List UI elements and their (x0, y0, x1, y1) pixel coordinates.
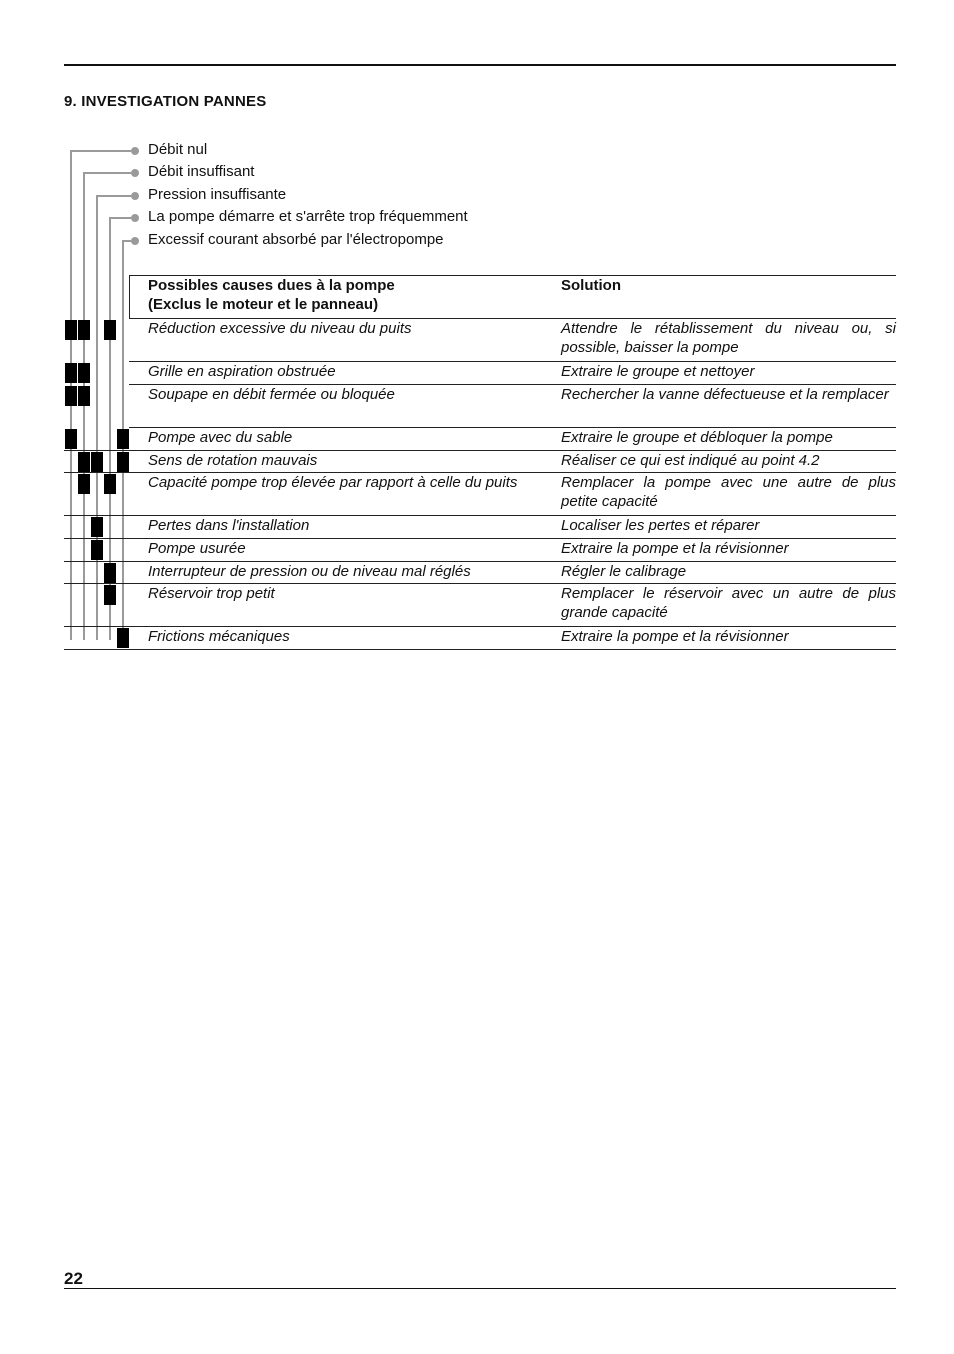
legend-bullet-icon (131, 147, 139, 155)
symptom-mark (104, 585, 116, 605)
symptom-mark (78, 452, 90, 472)
symptom-mark (65, 386, 77, 406)
table-row-divider (64, 515, 896, 516)
symptom-mark (78, 386, 90, 406)
legend-item-pression-insuffisante: Pression insuffisante (148, 186, 287, 203)
cause-cell: Pompe avec du sable (148, 429, 293, 446)
cause-cell: Pompe usurée (148, 540, 246, 557)
table-row-divider (64, 561, 896, 562)
symptom-mark (91, 540, 103, 560)
legend-connector-horizontal (96, 195, 131, 197)
cause-cell: Capacité pompe trop élevée par rapport à celle du puits (148, 474, 518, 491)
table-row-divider (64, 538, 896, 539)
symptom-mark (78, 474, 90, 494)
table-row-divider (129, 427, 896, 428)
table-row-divider (129, 384, 896, 385)
solution-cell: Réaliser ce qui est indiqué au point 4.2 (561, 452, 820, 469)
table-row-divider (64, 583, 896, 584)
legend-bullet-icon (131, 169, 139, 177)
cause-cell: Interrupteur de pression ou de niveau mal réglés (148, 563, 471, 580)
bottom-rule (64, 1288, 896, 1289)
solution-cell: Extraire la pompe et la révisionner (561, 540, 789, 557)
section-title: 9. INVESTIGATION PANNES (64, 93, 267, 110)
legend-connector-horizontal (109, 217, 131, 219)
symptom-mark (104, 563, 116, 583)
legend-item-courant-excessif: Excessif courant absorbé par l'électropompe (148, 231, 444, 248)
legend-connector-horizontal (70, 150, 131, 152)
solution-cell: Remplacer la pompe avec une autre de plus petite capacité (561, 474, 896, 510)
cause-cell: Sens de rotation mauvais (148, 452, 318, 469)
solution-cell: Extraire le groupe et nettoyer (561, 363, 755, 380)
solution-cell: Localiser les pertes et réparer (561, 517, 760, 534)
table-row-divider (129, 361, 896, 362)
legend-bullet-icon (131, 192, 139, 200)
legend-bullet-icon (131, 214, 139, 222)
symptom-mark (65, 363, 77, 383)
symptom-mark (117, 628, 129, 648)
symptom-mark (117, 429, 129, 449)
page-number: 22 (64, 1269, 83, 1288)
cause-cell: Soupape en débit fermée ou bloquée (148, 386, 395, 403)
legend-connector-horizontal (122, 240, 131, 242)
symptom-mark (91, 452, 103, 472)
legend-connector-horizontal (83, 172, 131, 174)
legend-connector-vertical (96, 195, 98, 640)
legend-item-debit-nul: Débit nul (148, 141, 208, 158)
header-solution: Solution (561, 277, 621, 294)
symptom-mark (78, 320, 90, 340)
solution-cell: Régler le calibrage (561, 563, 687, 580)
legend-item-demarrage-frequent: La pompe démarre et s'arrête trop fréquemment (148, 208, 468, 225)
legend-item-debit-insuffisant: Débit insuffisant (148, 163, 255, 180)
table-row-divider (129, 318, 896, 319)
symptom-mark (65, 320, 77, 340)
solution-cell: Extraire la pompe et la révisionner (561, 628, 789, 645)
cause-cell: Pertes dans l'installation (148, 517, 310, 534)
table-row-divider (64, 649, 896, 650)
table-top-border (129, 275, 896, 276)
table-row-divider (64, 472, 896, 473)
solution-cell: Remplacer le réservoir avec un autre de plus grande capacité (561, 585, 896, 621)
table-left-border (129, 275, 130, 319)
cause-cell: Grille en aspiration obstruée (148, 363, 336, 380)
cause-cell: Réduction excessive du niveau du puits (148, 320, 412, 337)
table-row-divider (64, 450, 896, 451)
legend-bullet-icon (131, 237, 139, 245)
solution-cell: Rechercher la vanne défectueuse et la remplacer (561, 386, 889, 403)
symptom-mark (104, 320, 116, 340)
legend-connector-vertical (83, 172, 85, 640)
solution-cell: Extraire le groupe et débloquer la pompe (561, 429, 833, 446)
symptom-mark (91, 517, 103, 537)
top-rule (64, 64, 896, 66)
cause-cell: Frictions mécaniques (148, 628, 290, 645)
cause-cell: Réservoir trop petit (148, 585, 275, 602)
symptom-mark (78, 363, 90, 383)
symptom-mark (104, 474, 116, 494)
symptom-mark (117, 452, 129, 472)
symptom-mark (65, 429, 77, 449)
header-cause: Possibles causes dues à la pompe (Exclus le moteur et le panneau) (148, 277, 395, 313)
solution-cell: Attendre le rétablissement du niveau ou, si possible, baisser la pompe (561, 320, 896, 356)
table-row-divider (64, 626, 896, 627)
